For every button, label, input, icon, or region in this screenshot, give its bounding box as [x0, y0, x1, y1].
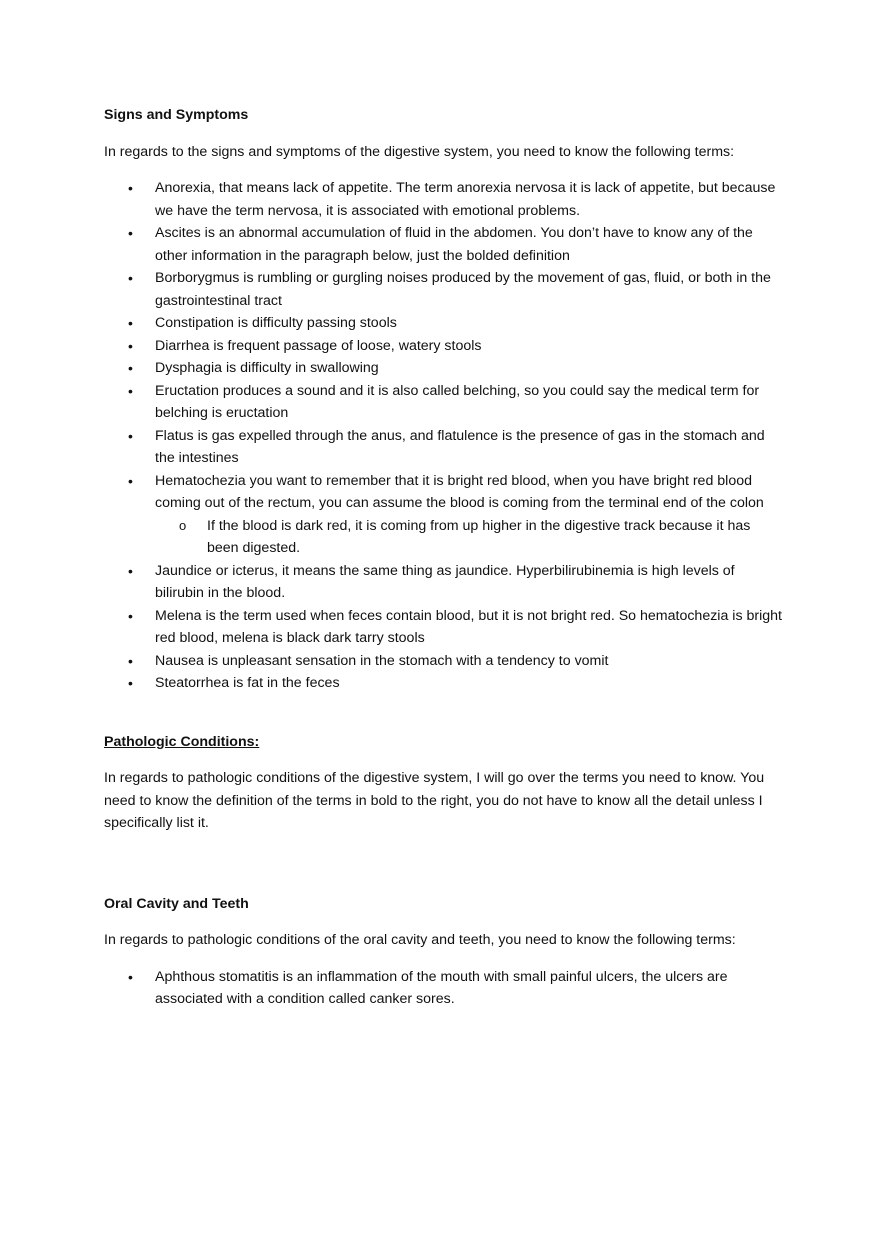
circle-bullet-icon: o [179, 517, 187, 533]
bullet-icon: • [128, 270, 133, 286]
list-item: • Nausea is unpleasant sensation in the stomach with a tendency to vomit [104, 650, 784, 673]
list-item: • Anorexia, that means lack of appetite. The term anorexia nervosa it is lack of appetite, but because we have the term nervosa, it is associated with emotional problems. [104, 177, 784, 222]
bullet-icon: • [128, 652, 133, 669]
bullet-icon: • [128, 225, 133, 241]
signs-intro: In regards to the signs and symptoms of the digestive system, you need to know the following terms: [104, 143, 735, 160]
bullet-icon: • [128, 180, 133, 196]
bullet-icon: • [128, 360, 133, 376]
list-item: • Borborygmus is rumbling or gurgling noises produced by the movement of gas, fluid, or both in the gastrointestinal tract [104, 267, 784, 312]
bullet-icon: • [128, 675, 133, 691]
bullet-icon: • [128, 472, 133, 489]
oral-heading: Oral Cavity and Teeth [104, 895, 249, 912]
sub-list-item: o If the blood is dark red, it is coming from up higher in the digestive track because it has been digested. [155, 515, 784, 560]
list-item: • Flatus is gas expelled through the anus, and flatulence is the presence of gas in the stomach and the intestines [104, 425, 784, 470]
list-item: • Eructation produces a sound and it is also called belching, so you could say the medical term for belching is eructation [104, 380, 784, 425]
bullet-icon: • [128, 382, 133, 399]
bullet-icon: • [128, 337, 133, 354]
pathologic-heading: Pathologic Conditions: [104, 733, 260, 750]
sub-list [155, 515, 784, 560]
signs-list [104, 177, 784, 695]
list-item: • Ascites is an abnormal accumulation of fluid in the abdomen. You don’t have to know any of the other information in the paragraph below, just the bolded definition [104, 222, 784, 267]
oral-list [104, 966, 784, 1011]
document-content [104, 104, 784, 1011]
list-item: • Diarrhea is frequent passage of loose, watery stools [104, 335, 784, 358]
pathologic-body: In regards to pathologic conditions of the digestive system, I will go over the terms you need to know. You need to know the definition of the terms in bold to the right, you do not have to know all the detail unless I specifically list it. [104, 770, 765, 831]
bullet-icon: • [128, 427, 133, 444]
list-item: • Melena is the term used when feces contain blood, but it is not bright red. So hematochezia is bright red blood, melena is black dark tarry stools [104, 605, 784, 650]
list-item: • Dysphagia is difficulty in swallowing [104, 357, 784, 380]
list-item: • Steatorrhea is fat in the feces [104, 672, 784, 695]
list-item: • Hematochezia you want to remember that it is bright red blood, when you have bright red blood coming out of the rectum, you can assume the blood is coming from the terminal end of the colon o If the blood is dark red, it is coming from up higher in the digestive track because it has been digested. [104, 470, 784, 560]
oral-intro: In regards to pathologic conditions of the oral cavity and teeth, you need to know the following terms: [104, 932, 736, 948]
bullet-icon: • [128, 315, 133, 331]
bullet-icon: • [128, 562, 133, 579]
list-item: • Jaundice or icterus, it means the same thing as jaundice. Hyperbilirubinemia is high levels of bilirubin in the blood. [104, 560, 784, 605]
bullet-icon: • [128, 607, 133, 624]
bullet-icon: • [128, 968, 133, 985]
list-item: • Constipation is difficulty passing stools [104, 312, 784, 335]
list-item: • Aphthous stomatitis is an inflammation of the mouth with small painful ulcers, the ulcers are associated with a condition called canker sores. [104, 966, 784, 1011]
signs-heading: Signs and Symptoms [104, 107, 249, 123]
